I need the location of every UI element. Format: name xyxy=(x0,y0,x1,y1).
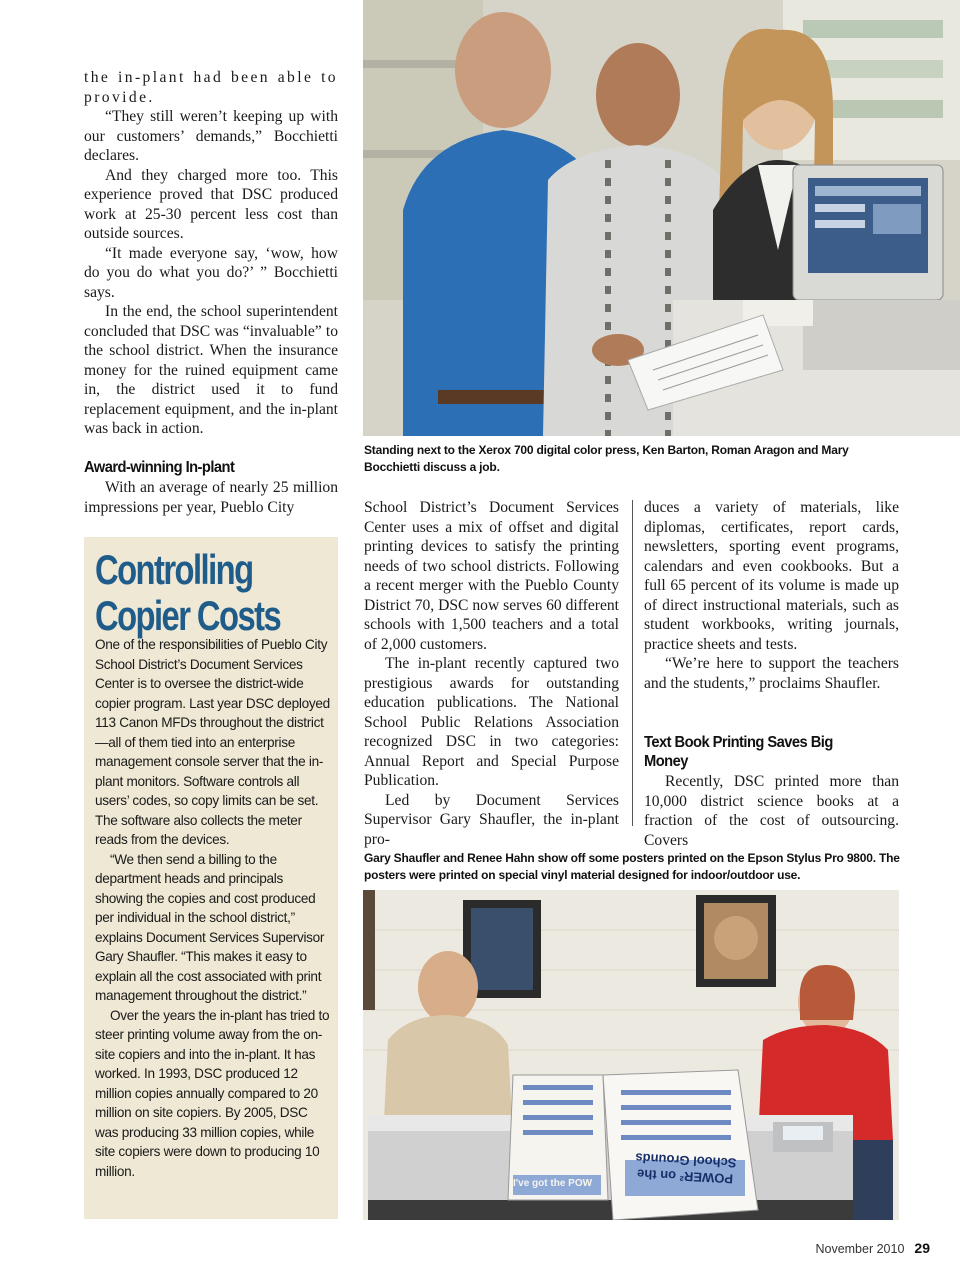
column-3-text xyxy=(644,498,899,693)
paragraph: Recently, DSC printed more than 10,000 district science books at a fraction of the cost of outsourcing. Covers xyxy=(644,773,899,849)
photo-caption-xerox: Standing next to the Xerox 700 digital color press, Ken Barton, Roman Aragon and Mary Bocchietti discuss a job. xyxy=(364,443,849,474)
paragraph: With an average of nearly 25 million impressions per year, Pueblo City xyxy=(84,479,338,516)
paragraph: In the end, the school superintendent concluded that DSC was “invaluable” to the school district. When the insurance money for the ruined equipment came in, the district used it to fund replacement equipment, and the in-plant was back in action. xyxy=(84,303,338,437)
subhead-text-book: Text Book Printing Saves Big Money xyxy=(644,734,833,770)
photo-caption-epson: Gary Shaufler and Renee Hahn show off some posters printed on the Epson Stylus Pro 9800. The posters were printed on special vinyl material designed for indoor/outdoor use. xyxy=(364,851,900,882)
column-1-text xyxy=(84,68,338,439)
paragraph: “They still weren’t keeping up with our customers’ demands,” Bocchietti declares. xyxy=(84,108,338,164)
sidebar-title: Controlling Copier Costs xyxy=(95,546,281,639)
page-number: 29 xyxy=(914,1240,930,1256)
photo-epson-posters xyxy=(363,890,899,1220)
paragraph: duces a variety of materials, like diplomas, certificates, report cards, newsletters, sporting event programs, calendars and even cookbooks. But a full 65 percent of its volume is made up of direct instructional materials, such as student workbooks, writing journals, practice sheets and tests. xyxy=(644,499,899,653)
sidebar-box xyxy=(84,537,338,1219)
column-3-continued xyxy=(644,772,899,850)
paragraph: Led by Document Services Supervisor Gary Shaufler, the in-plant pro- xyxy=(364,791,619,848)
poster-title: POWER² on the School Grounds xyxy=(635,1150,737,1187)
paragraph: Over the years the in-plant has tried to steer printing volume away from the on-site copiers and into the in-plant. It has worked. In 1993, DSC produced 12 million copies annually compared to 20 million on site copiers. By 2005, DSC was producing 33 million copies, while site copiers were down to producing 10 million. xyxy=(95,1007,330,1179)
photo-illustration xyxy=(363,0,960,436)
page-footer xyxy=(815,1240,930,1256)
column-divider xyxy=(632,500,633,826)
paragraph: The in-plant recently captured two prestigious awards for outstanding education publications. The National School Public Relations Association recognized DSC in two categories: Annual Report and Special Purpose Publication. xyxy=(364,655,619,789)
column-1-continued xyxy=(84,478,338,517)
subhead-award-winning: Award-winning In-plant xyxy=(84,459,235,476)
paragraph: “It made everyone say, ‘wow, how do you do what you do?’ ” Bocchietti says. xyxy=(84,244,338,301)
paragraph: One of the responsibilities of Pueblo City School District’s Document Services Center is to oversee the district-wide copier program. Last year DSC deployed 113 Canon MFDs throughout the district—all of them tied into an enterprise management console server that the in-plant monitors. Software controls all users’ codes, so copy limits can be set. The software also collects the meter reads from the devices. xyxy=(95,637,330,847)
photo-xerox-press xyxy=(363,0,960,436)
paragraph: “We then send a billing to the department heads and principals showing the copies and cost produced per individual in the school district,” explains Document Services Supervisor Gary Shaufler. “This makes it easy to explain all the cost associated with print management throughout the district.” xyxy=(95,851,325,1003)
poster-slogan: I've got the POW xyxy=(513,1178,593,1189)
column-2-text xyxy=(364,498,619,849)
paragraph: “We’re here to support the teachers and the students,” proclaims Shaufler. xyxy=(644,655,899,692)
issue-date: November 2010 xyxy=(815,1242,905,1256)
paragraph: the in-plant had been able to provide. xyxy=(84,69,338,106)
sidebar-body xyxy=(95,635,331,1181)
paragraph: School District’s Document Services Center uses a mix of offset and digital printing devices to satisfy the printing needs of two school districts. Following a recent merger with the Pueblo County District 70, DSC now serves 60 different schools with 1,500 teachers and a total of 2,000 customers. xyxy=(364,499,619,653)
paragraph: And they charged more too. This experience proved that DSC produced work at 25-30 percent less cost than outside sources. xyxy=(84,166,338,242)
